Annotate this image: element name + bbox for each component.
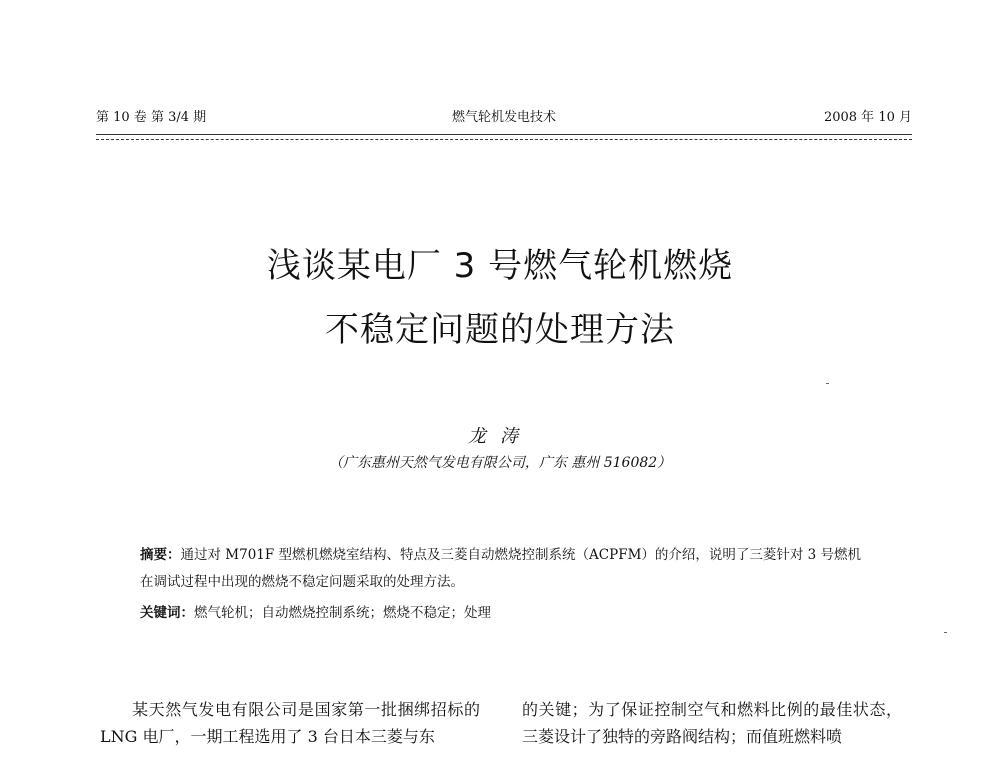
abstract — [140, 542, 868, 596]
abstract-text: 通过对 M701F 型燃机燃烧室结构、特点及三菱自动燃烧控制系统（ACPFM）的介绍，说明了三菱针对 3 号燃机在调试过程中出现的燃烧不稳定问题采取的处理方法。 — [140, 547, 862, 590]
paper-title-line-1: 浅谈某电厂 3 号燃气轮机燃烧 — [266, 246, 734, 286]
scan-speck — [944, 632, 947, 633]
journal-name: 燃气轮机发电技术 — [451, 110, 556, 125]
publication-date: 2008 年 10 月 — [823, 110, 912, 125]
journal-volume-issue: 第 10 卷 第 3/4 期 — [96, 110, 207, 125]
keywords-label: 关键词： — [140, 605, 194, 621]
header-rule-solid — [96, 134, 912, 135]
keywords-text: 燃气轮机；自动燃烧控制系统；燃烧不稳定；处理 — [194, 605, 491, 621]
header-rule-dashed — [96, 139, 912, 140]
body-column-right: 的关键；为了保证控制空气和燃料比例的最佳状态，三菱设计了独特的旁路阀结构；而值班燃料喷 — [522, 700, 902, 746]
paper-title-line-2: 不稳定问题的处理方法 — [325, 310, 675, 350]
author-name: 龙涛 — [468, 426, 532, 447]
body-column-left: 某天然气发电有限公司是国家第一批捆绑招标的 LNG 电厂，一期工程选用了 3 台日本三菱与东 — [100, 700, 480, 746]
author-affiliation: （广东惠州天然气发电有限公司，广东 惠州 516082） — [328, 455, 672, 471]
running-header — [96, 106, 912, 126]
abstract-label: 摘要： — [140, 547, 181, 563]
scan-speck — [826, 383, 829, 384]
keywords — [140, 600, 868, 627]
